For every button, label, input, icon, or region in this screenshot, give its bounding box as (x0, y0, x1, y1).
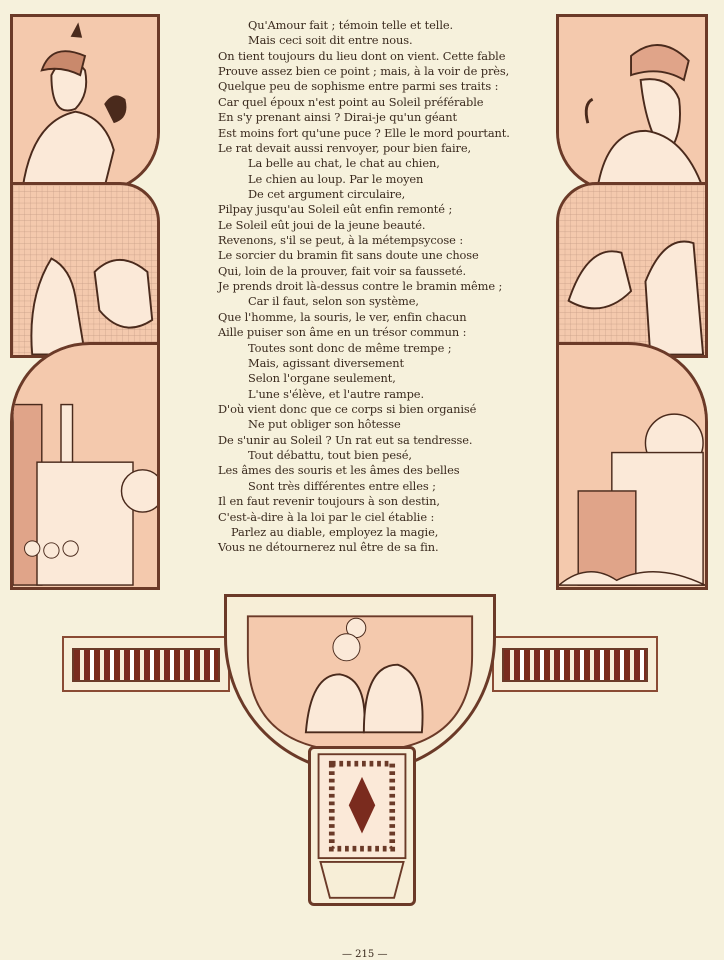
poem-line: Que l'homme, la souris, le ver, enfin chacun (218, 309, 467, 324)
poem-line: Ne put obliger son hôtesse (248, 417, 401, 432)
poem-line: Qui, loin de la prouver, fait voir sa fausseté. (218, 263, 467, 278)
poem-line: Le rat devait aussi renvoyer, pour bien faire, (218, 140, 472, 155)
poem-line: Aille puiser son âme en un trésor commun : (218, 325, 467, 340)
poem-line: D'où vient donc que ce corps si bien organisé (218, 401, 477, 416)
poem-line: De s'unir au Soleil ? Un rat eut sa tendresse. (218, 432, 473, 447)
poem-line: Mais ceci soit dit entre nous. (248, 33, 413, 48)
poem-line: Quelque peu de sophisme entre parmi ses traits : (218, 79, 499, 94)
illustration-dog-and-wolf (556, 182, 708, 358)
poem-line: Mais, agissant diversement (248, 355, 404, 370)
poem-line: Est moins fort qu'une puce ? Elle le mord pourtant. (218, 125, 510, 140)
illustration-woman-with-mouse (10, 14, 160, 192)
poem-line: Le chien au loup. Par le moyen (248, 171, 424, 186)
poem-line: On tient toujours du lieu dont on vient. Cette fable (218, 48, 506, 63)
poem-line: Toutes sont donc de même trempe ; (248, 340, 452, 355)
poem-line: Je prends droit là-dessus contre le bramin même ; (218, 279, 503, 294)
page-number: — 215 — (342, 949, 388, 960)
poem-line: De cet argument circulaire, (248, 186, 406, 201)
poem-line: Parlez au diable, employez la magie, (231, 524, 439, 539)
illustration-bearded-brahmin (556, 14, 708, 192)
illustration-city-mice (10, 342, 160, 590)
poem-line: Car il faut, selon son système, (248, 294, 419, 309)
poem-line: Selon l'organe seulement, (248, 371, 396, 386)
poem-line: Sont très différentes entre elles ; (248, 478, 436, 493)
poem-line: La belle au chat, le chat au chien, (248, 156, 440, 171)
poem-line: C'est-à-dire à la loi par le ciel établie : (218, 509, 435, 524)
poem-line: Le Soleil eût joui de la jeune beauté. (218, 217, 426, 232)
poem-line: Car quel époux n'est point au Soleil préférable (218, 94, 484, 109)
poem-line: L'une s'élève, et l'autre rampe. (248, 386, 424, 401)
poem-line: Les âmes des souris et les âmes des belles (218, 463, 460, 478)
decorative-band-right (492, 636, 658, 692)
illustration-city-towers (556, 342, 708, 590)
poem-line: Tout débattu, tout bien pesé, (248, 448, 412, 463)
poem-line: Pilpay jusqu'au Soleil eût enfin remonté ; (218, 202, 453, 217)
decorative-band-left (62, 636, 230, 692)
carpet-ornament (308, 746, 416, 906)
poem-line: Il en faut revenir toujours à son destin, (218, 494, 440, 509)
poem-line: Revenons, s'il se peut, à la métempsycose : (218, 233, 464, 248)
poem-text (218, 18, 518, 556)
poem-line: En s'y prenant ainsi ? Dirai-je qu'un géant (218, 110, 457, 125)
illustration-cat-and-dog (10, 182, 160, 358)
poem-line: Le sorcier du bramin fit sans doute une chose (218, 248, 479, 263)
poem-line: Prouve assez bien ce point ; mais, à la voir de près, (218, 64, 510, 79)
poem-line: Vous ne détournerez nul être de sa fin. (218, 540, 439, 555)
poem-line: Qu'Amour fait ; témoin telle et telle. (248, 18, 454, 32)
